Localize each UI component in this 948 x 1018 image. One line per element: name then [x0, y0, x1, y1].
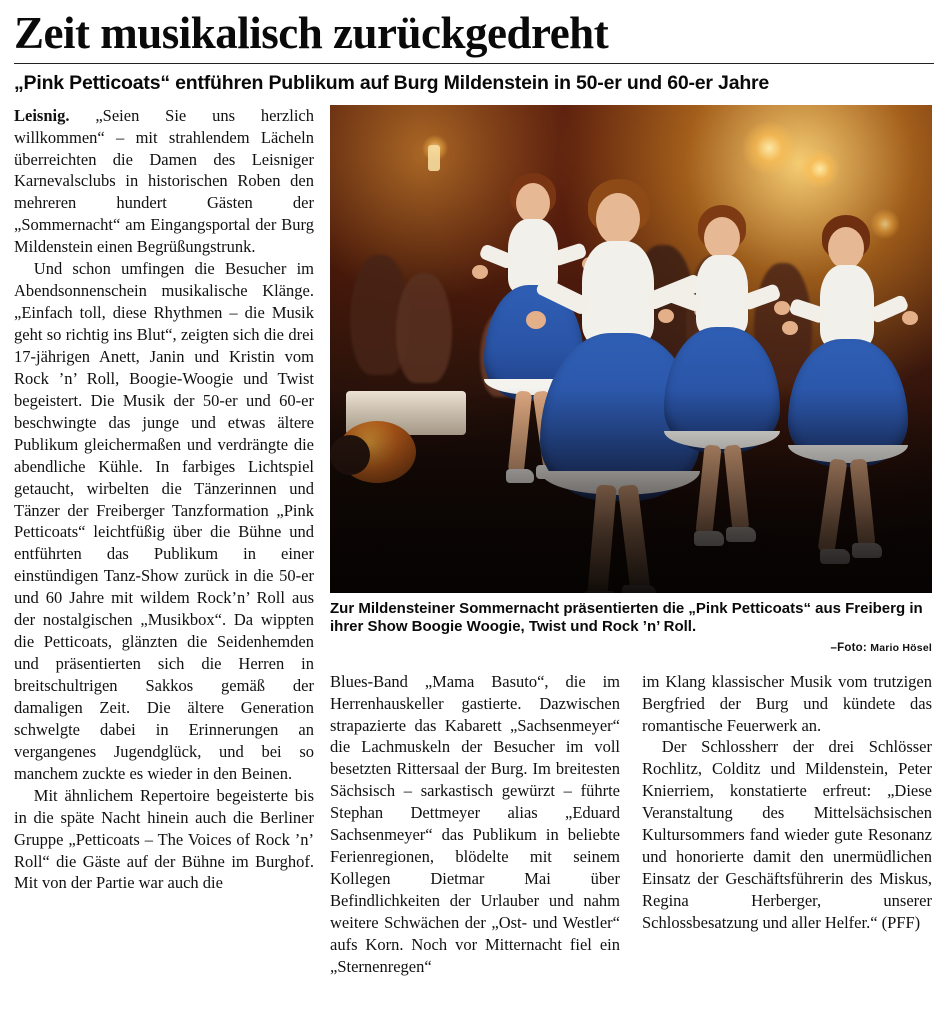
subheadline: „Pink Petticoats“ entführen Publikum auf Burg Mildenstein in 50-er und 60-er Jahre: [14, 72, 770, 95]
hand: [472, 265, 488, 279]
wall-lamp-icon: [428, 145, 440, 171]
hand: [526, 311, 546, 329]
column-middle: [330, 671, 620, 978]
bodice: [696, 255, 748, 335]
crowd-figure: [396, 273, 452, 383]
photo-credit-prefix: –Foto:: [830, 642, 871, 655]
paragraph: Der Schlossherr der drei Schlösser Rochlitz, Colditz und Mildenstein, Peter Knierriem, konstatierte erfreut: „Diese Veranstaltung des Mittelsächsischen Kultursommers fand wieder gute Resonanz und honorierte damit den unermüdlichen Einsatz der Geschäftsführerin des Miskus, Regina Herberger, unserer Schlossbesatzung und aller Helfer.“ (PFF): [642, 737, 932, 932]
stage-light-icon: [800, 149, 840, 189]
hand: [902, 311, 918, 325]
photo-caption: Zur Mildensteiner Sommernacht präsentierten die „Pink Petticoats“ aus Freiberg in ihrer Show Boogie Woogie, Twist und Rock ’n’ Roll.: [330, 599, 923, 636]
paragraph: im Klang klassischer Musik vom trutzigen Bergfried der Burg und kündete das romantische Feuerwerk an.: [642, 671, 932, 735]
photo-shadow-overlay: [330, 388, 932, 593]
head: [704, 217, 740, 259]
bodice: [582, 241, 654, 345]
paragraph-text: „Seien Sie uns herzlich willkommen“ – mit strahlendem Lächeln überreichten die Damen des Leisniger Karnevalsclubs in historischen Roben den mehreren hundert Gästen der „Sommernacht“ am Eingangsportal der Burg Mildenstein einen Begrüßungstrunk.: [14, 105, 314, 257]
article-body: [14, 105, 934, 985]
photo-block: [330, 105, 932, 655]
head: [596, 193, 640, 245]
photo-credit: [330, 642, 932, 654]
stage-light-icon: [742, 121, 796, 175]
paragraph: Blues-Band „Mama Basuto“, die im Herrenhauskeller gastierte. Dazwischen strapazierte das Kabarett „Sachsenmeyer“ die Lachmuskeln der Besucher im voll besetzten Rittersaal der Burg. Im breitesten Sächsisch – sarkastisch gewürzt – führte Stephan Dettmeyer alias „Eduard Sachsenmeyer“ das Publikum in beliebte Ferienregionen, blödelte mit seinem Kollegen Dietmar Mai über Befindlichkeiten der Urlauber und nahm weitere Schwächen der „Ost- und Westler“ aufs Korn. Noch vor Mitternacht fiel ein „Sternenregen“: [330, 671, 620, 976]
paragraph: [14, 105, 314, 259]
dateline: Leisnig.: [14, 105, 70, 125]
hand: [782, 321, 798, 335]
page-title: Zeit musikalisch zurückgedreht: [14, 8, 609, 58]
hand: [658, 309, 674, 323]
column-left: [14, 105, 314, 895]
head: [828, 227, 864, 269]
column-right: [642, 671, 932, 934]
paragraph: Mit ähnlichem Repertoire begeisterte bis in die späte Nacht hinein auch die Berliner Gruppe „Petticoats – The Voices of Rock ’n’ Roll“ die Gäste auf der Bühne im Burghof. Mit von der Partie war auch die: [14, 785, 314, 893]
bodice: [820, 265, 874, 347]
photo-credit-name: Mario Hösel: [870, 642, 932, 655]
article-photo: [330, 105, 932, 593]
paragraph: Und schon umfingen die Besucher im Abendsonnenschein musikalische Klänge. „Einfach toll, diese Rhythmen – die Musik geht so richtig ins Blut“, zeigten sich die drei 17-jährigen Anett, Janin und Kristin vom Rock ’n’ Roll, Boogie-Woogie und Twist begeistert. Die Musik der 50-er und 60-er beschwingte das junge und etwas ältere Publikum gleichermaßen und verdrängte die abendliche Kühle. In farbiges Lichtspiel getaucht, wirbelten die Tänzerinnen und Tänzer der Freiberger Tanzformation „Pink Petticoats“ leichtfüßig über die Bühne und entführten das Publikum in einer einstündigen Tanz-Show zurück in die 50-er und 60 Jahre mit wildem Rock’n’ Roll aus der nostalgischen „Musikbox“. Da wippten die Petticoats, glänzten die Seidenhemden und präsentierten sich die Herren in breitschultrigen Sakkos gemäß der damaligen Zeit. Die ältere Generation schwelgte dabei in Erinnerungen an vergangenes Jugendglück, und bei so manchem zuckte es wieder in den Beinen.: [14, 259, 314, 783]
headline-divider: [14, 63, 934, 64]
